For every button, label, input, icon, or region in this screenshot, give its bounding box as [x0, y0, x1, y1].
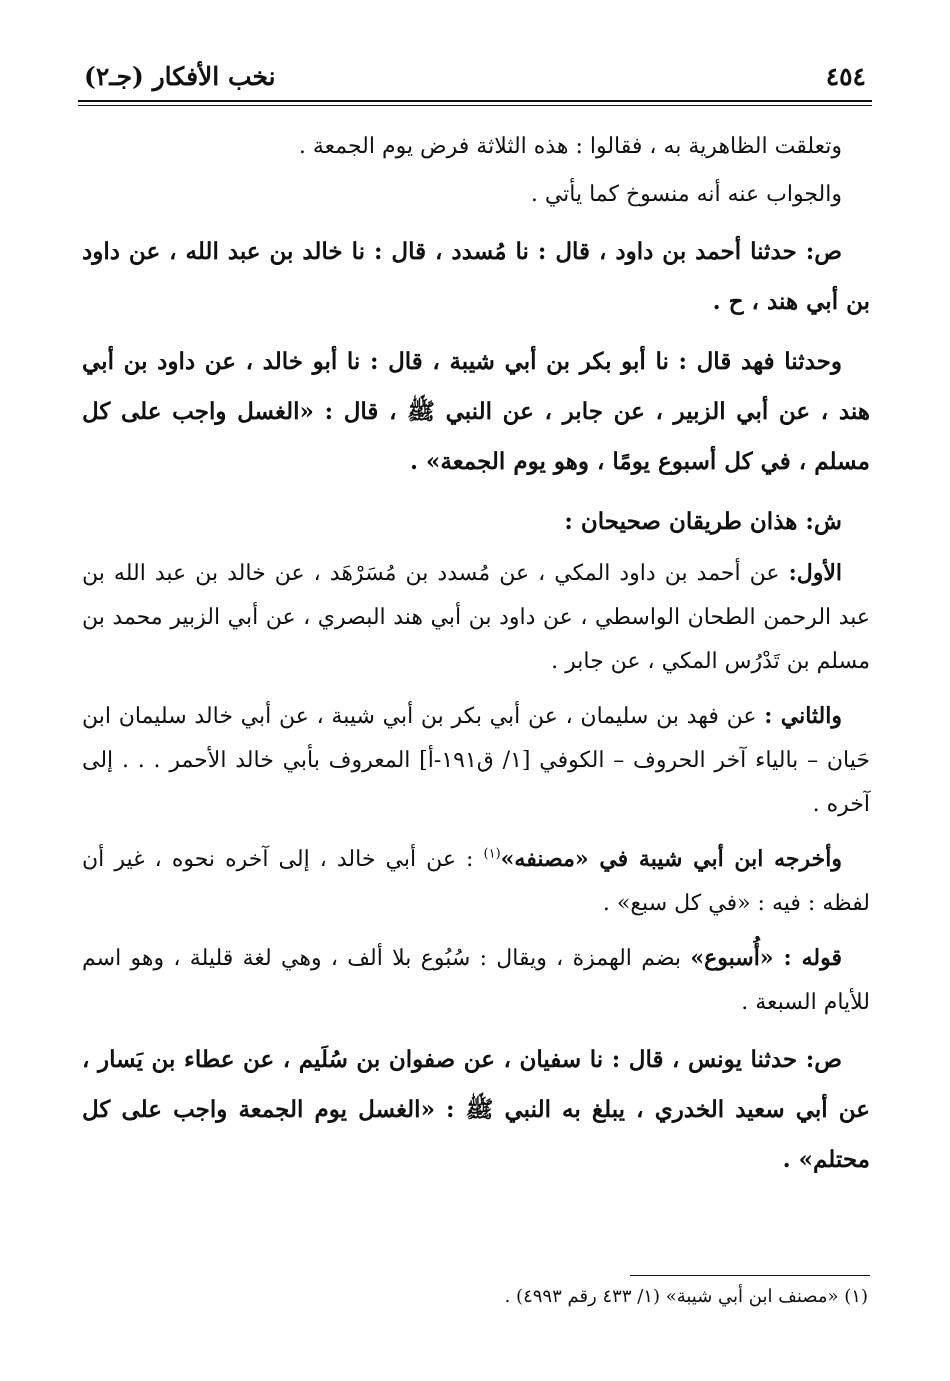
hadith-text [82, 1035, 870, 1185]
footnote-rule [630, 1275, 870, 1276]
hadith-text [82, 227, 870, 327]
paragraph [82, 551, 870, 684]
paragraph-lead: ص: [805, 1046, 842, 1073]
paragraph-text: : عن أبي خالد ، إلى آخره نحوه ، غير أن لفظه : فيه : «في كل سبع» . [82, 847, 870, 916]
paragraph-text: حدثنا يونس ، قال : نا سفيان ، عن صفوان بن سُلَيم ، عن عطاء بن يَسار ، عن أبي سعيد الخدري ، يبلغ به النبي ﷺ : «الغسل يوم الجمعة واجب على كل محتلم» . [82, 1046, 870, 1173]
paragraph [82, 694, 870, 827]
paragraph-lead: قوله : «أُسبوع» [690, 945, 842, 971]
paragraph-text: عن فهد بن سليمان ، عن أبي بكر بن أبي شيبة ، عن أبي خالد سليمان ابن حَيان – بالياء آخر الحروف – الكوفي [١/ ق١٩١-أ] المعروف بأبي خالد الأحمر . . . إلى آخره . [82, 704, 870, 817]
paragraph-lead: وأخرجه ابن أبي شيبة في «مصنفه» [500, 846, 842, 872]
paragraph-text: وحدثنا فهد قال : نا أبو بكر بن أبي شيبة ، قال : نا أبو خالد ، عن داود بن أبي هند ، عن أبي الزبير ، عن جابر ، عن النبي ﷺ ، قال : «الغسل واجب على كل مسلم ، في كل أسبوع يومًا ، وهو يوم الجمعة» . [82, 348, 870, 475]
footnote-marker: (١) [483, 846, 501, 862]
hadith-text [82, 337, 870, 487]
paragraph-lead: ش: [805, 508, 842, 535]
running-title: نخب الأفكار (جـ٢) [84, 62, 276, 91]
paragraph-text: حدثنا أحمد بن داود ، قال : نا مُسدد ، قال : نا خالد بن عبد الله ، عن داود بن أبي هند ، ح . [82, 238, 870, 315]
page-header [78, 58, 872, 98]
paragraph [82, 173, 870, 217]
paragraph [82, 837, 870, 926]
paragraph-lead: الأول: [788, 560, 842, 586]
paragraph-text: هذان طريقان صحيحان : [564, 508, 798, 535]
page-number: ٤٥٤ [825, 62, 866, 91]
paragraph-text: عن أحمد بن داود المكي ، عن مُسدد بن مُسَرْهَد ، عن خالد بن عبد الله بن عبد الرحمن الطحان الواسطي ، عن داود بن أبي هند البصري ، عن أبي الزبير محمد بن مسلم بن تَدْرُس المكي ، عن جابر . [82, 561, 870, 674]
paragraph [82, 125, 870, 169]
paragraph-text: والجواب عنه أنه منسوخ كما يأتي . [530, 182, 842, 207]
paragraph-lead: ص: [805, 238, 842, 265]
page-body [82, 125, 870, 1195]
paragraph-text: وتعلقت الظاهرية به ، فقالوا : هذه الثلاثة فرض يوم الجمعة . [298, 134, 842, 159]
paragraph-lead: والثاني : [764, 703, 842, 729]
header-rule [78, 100, 872, 106]
paragraph [82, 936, 870, 1025]
paragraph-text: بضم الهمزة ، ويقال : سُبُوع بلا ألف ، وهي لغة قليلة ، وهو اسم للأيام السبعة . [82, 946, 870, 1015]
footnote: (١) «مصنف ابن أبي شيبة» (١/ ٤٣٣ رقم ٤٩٩٣) . [504, 1286, 868, 1307]
commentary-heading [82, 497, 870, 547]
